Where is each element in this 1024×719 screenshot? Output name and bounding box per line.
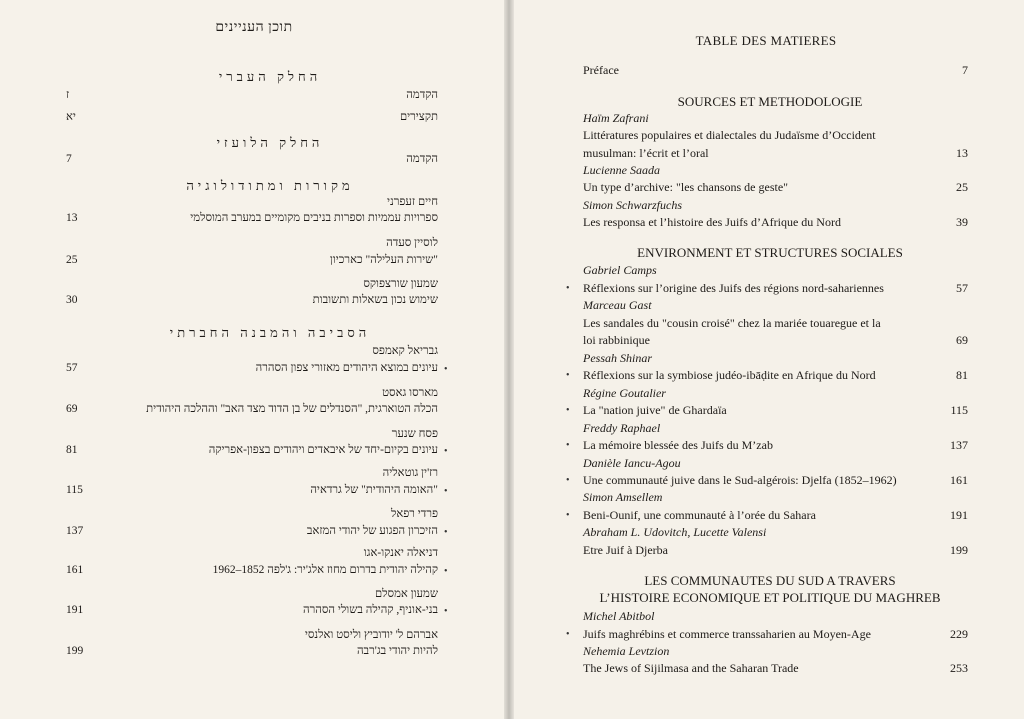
toc-author: גבריאל קאמפס [372, 345, 438, 357]
toc-page-number: 25 [956, 180, 968, 194]
toc-entry-title: הכלה הטוארגית, "הסנדלים של בן הדוד מצד האב" וההלכה היהודית [146, 403, 438, 415]
toc-author: Abraham L. Udovitch, Lucette Valensi [583, 525, 767, 539]
toc-page-number: 191 [950, 508, 968, 522]
toc-author: רז'ין גוטאליה [382, 467, 438, 479]
toc-entry-title: הזיכרון הפגוע של יהודי המזאב [306, 525, 438, 537]
toc-row [66, 212, 438, 230]
toc-author: אברהם ל' יודוביץ וליסט ואלנסי [304, 629, 438, 641]
toc-author: Haïm Zafrani [583, 111, 649, 125]
toc-page-number: 81 [956, 368, 968, 382]
toc-author: Pessah Shinar [583, 351, 652, 365]
toc-page-number: 39 [956, 215, 968, 229]
toc-author: Gabriel Camps [583, 263, 657, 277]
section-heading: הסביבה והמבנה החברתי [169, 325, 371, 340]
bullet-mark: • [566, 475, 570, 486]
hebrew-toc-page [0, 0, 508, 719]
toc-author: Nehemia Levtzion [583, 644, 670, 658]
toc-entry-title: Un type d’archive: "les chansons de geste" [583, 180, 789, 194]
toc-entry-title: שימוש נכון בשאלות ותשובות [312, 294, 438, 306]
toc-entry-title: Littératures populaires et dialectales du Judaïsme d’Occident [583, 128, 876, 142]
toc-row [66, 89, 438, 107]
toc-entry-title: La "nation juive" de Ghardaïa [583, 403, 727, 417]
toc-entry-title: Juifs maghrébins et commerce transsaharien au Moyen-Age [583, 627, 871, 641]
toc-page-number: 13 [956, 146, 968, 160]
toc-page-number: 137 [950, 438, 968, 452]
section-heading: מקורות ומתודולוגיה [186, 178, 354, 193]
hebrew-part-heading: החלק העברי [218, 69, 322, 84]
toc-page-number: 7 [962, 63, 968, 77]
toc-entry-title: קהילה יהודית בדרום מחוז אלג'יר: ג'לפה 1852–1962 [212, 564, 438, 576]
toc-row [66, 484, 438, 502]
toc-author: מארסו גאסט [382, 387, 438, 399]
toc-author: חיים זעפרני [386, 196, 438, 208]
page-gutter [504, 0, 514, 719]
toc-entry-title: תקצירים [399, 111, 438, 123]
toc-author: Simon Amsellem [583, 490, 663, 504]
toc-entry-title: הקדמה [406, 153, 438, 165]
bullet-mark: • [566, 405, 570, 416]
toc-page-number: 199 [66, 645, 84, 657]
toc-page-number: 161 [950, 473, 968, 487]
toc-page-number: 115 [66, 484, 83, 496]
toc-page-number: 137 [66, 525, 84, 537]
toc-entry-title: ספרויות עממיות וספרות בניבים מקומיים במערב המוסלמי [190, 212, 438, 224]
toc-author: Danièle Iancu-Agou [583, 456, 681, 470]
toc-page-number: 161 [66, 564, 84, 576]
bullet-mark: • [444, 364, 448, 375]
toc-entry-title: עיונים בקיום-יחד של איבאדים ויהודים בצפון-אפריקה [208, 444, 438, 456]
toc-row [66, 604, 438, 622]
toc-entry-title: Réflexions sur la symbiose judéo-ibāḍite en Afrique du Nord [583, 368, 876, 382]
toc-entry-title: בני-אוניף, קהילה בשולי הסהרה [302, 604, 438, 616]
toc-page-number: 57 [66, 362, 78, 374]
toc-page-number: יא [66, 111, 76, 123]
section-heading-cont: L’HISTOIRE ECONOMIQUE ET POLITIQUE DU MAGHREB [599, 590, 941, 605]
toc-row [66, 645, 438, 663]
toc-author: פרדי רפאל [390, 508, 438, 520]
hebrew-toc-title: תוכן העניינים [215, 20, 293, 35]
toc-row [66, 254, 438, 272]
toc-author: Freddy Raphael [583, 421, 661, 435]
toc-page-number: 30 [66, 294, 78, 306]
toc-row [66, 403, 438, 421]
toc-entry-title-cont: loi rabbinique [583, 333, 650, 347]
toc-entry-title: Réflexions sur l’origine des Juifs des régions nord-sahariennes [583, 281, 884, 295]
bullet-mark: • [566, 510, 570, 521]
toc-row [66, 525, 438, 543]
toc-entry-title: Etre Juif à Djerba [583, 543, 668, 557]
toc-entry-title: La mémoire blessée des Juifs du M’zab [583, 438, 773, 452]
toc-row [66, 111, 438, 129]
bullet-mark: • [566, 629, 570, 640]
toc-author: לוסיין סעדה [386, 237, 438, 249]
bullet-mark: • [444, 446, 448, 457]
toc-page-number: 191 [66, 604, 84, 616]
bullet-mark: • [566, 370, 570, 381]
toc-author: Régine Goutalier [583, 386, 666, 400]
toc-author: Marceau Gast [583, 298, 652, 312]
section-heading: SOURCES ET METHODOLOGIE [677, 94, 863, 109]
toc-page-number: ז [66, 89, 70, 101]
toc-row [66, 564, 438, 582]
toc-author: דניאלה יאנקו-אגו [363, 547, 438, 559]
toc-entry-title: Les responsa et l’histoire des Juifs d’Afrique du Nord [583, 215, 841, 229]
toc-row [66, 362, 438, 380]
toc-row [66, 444, 438, 462]
toc-page-number: 199 [950, 543, 968, 557]
toc-entry-title: Préface [583, 63, 619, 77]
toc-page-number: 25 [66, 254, 78, 266]
toc-author: שמעון אמסלם [374, 588, 438, 600]
section-heading: LES COMMUNAUTES DU SUD A TRAVERS [644, 573, 896, 588]
foreign-part-heading: החלק הלועזי [216, 135, 324, 150]
toc-page-number: 81 [66, 444, 78, 456]
toc-entry-title: Une communauté juive dans le Sud-algérois: Djelfa (1852–1962) [583, 473, 897, 487]
toc-entry-title: Les sandales du "cousin croisé" chez la mariée touaregue et la [583, 316, 881, 330]
french-toc-title: TABLE DES MATIERES [695, 33, 837, 48]
toc-row [66, 294, 438, 312]
toc-page-number: 253 [950, 661, 968, 675]
toc-entry-title: הקדמה [406, 89, 438, 101]
toc-page-number: 229 [950, 627, 968, 641]
toc-page-number: 13 [66, 212, 78, 224]
bullet-mark: • [566, 440, 570, 451]
toc-entry-title-cont: musulman: l’écrit et l’oral [583, 146, 709, 160]
toc-entry-title: "האומה היהודית" של גרדאיה [310, 484, 438, 496]
toc-entry-title: The Jews of Sijilmasa and the Saharan Trade [583, 661, 799, 675]
bullet-mark: • [566, 283, 570, 294]
toc-author: Simon Schwarzfuchs [583, 198, 682, 212]
toc-author: Lucienne Saada [583, 163, 660, 177]
toc-page-number: 69 [956, 333, 968, 347]
toc-page-number: 57 [956, 281, 968, 295]
toc-page-number: 115 [950, 403, 968, 417]
toc-entry-title: להיות יהודי בג'רבה [356, 645, 438, 657]
toc-page-number: 7 [66, 153, 72, 165]
toc-author: פסח שנער [391, 428, 438, 440]
toc-entry-title: עיונים במוצא היהודים מאזורי צפון הסהרה [255, 362, 438, 374]
toc-entry-title: "שירות העלילה" כארכיון [329, 254, 438, 266]
toc-author: Michel Abitbol [583, 609, 655, 623]
toc-author: שמעון שורצפוקס [363, 278, 438, 290]
bullet-mark: • [444, 606, 448, 617]
toc-row [66, 153, 438, 171]
section-heading: ENVIRONMENT ET STRUCTURES SOCIALES [637, 245, 903, 260]
bullet-mark: • [444, 486, 448, 497]
bullet-mark: • [444, 566, 448, 577]
bullet-mark: • [444, 527, 448, 538]
toc-page-number: 69 [66, 403, 78, 415]
toc-entry-title: Beni-Ounif, une communauté à l’orée du Sahara [583, 508, 816, 522]
